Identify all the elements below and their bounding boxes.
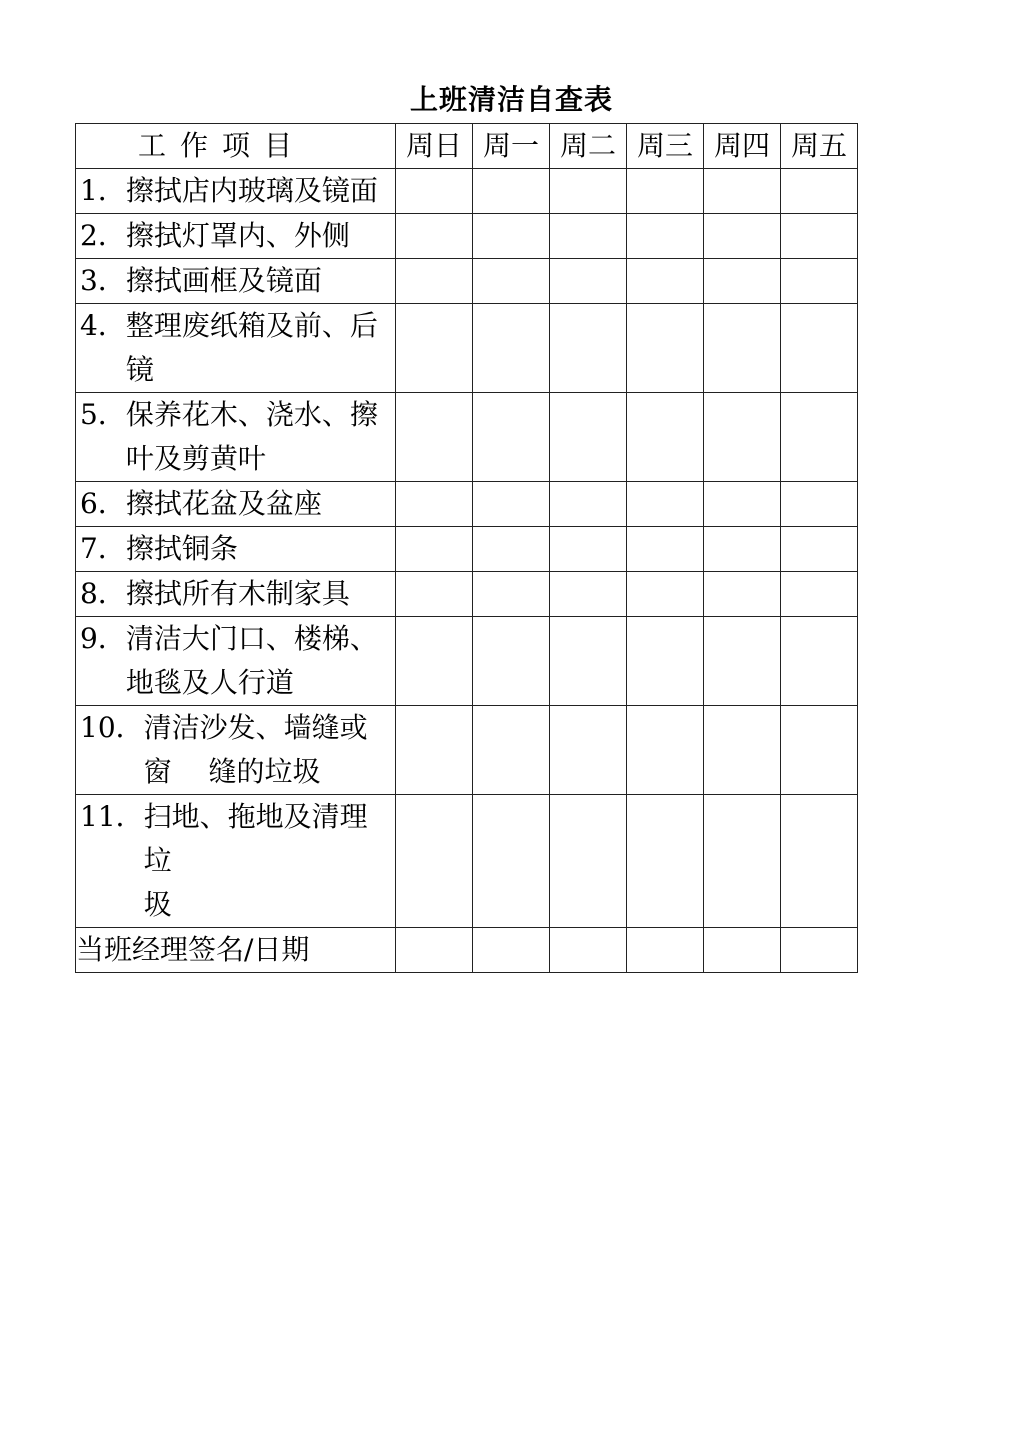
task-cell [76,482,396,527]
check-cell [704,169,781,214]
check-cell [704,572,781,617]
table-row [76,259,858,304]
task-number: 2． [80,219,126,252]
check-cell [396,304,473,393]
task-item [76,393,395,481]
check-cell [473,706,550,795]
task-cell [76,617,396,706]
task-number: 5． [80,398,126,431]
check-cell [396,572,473,617]
task-cell [76,527,396,572]
check-cell [396,482,473,527]
page-title: 上班清洁自查表 [409,83,613,116]
check-cell [781,393,858,482]
check-cell [473,795,550,928]
check-cell [473,617,550,706]
task-item [76,617,395,705]
check-cell [396,617,473,706]
check-cell [550,795,627,928]
check-cell [781,527,858,572]
check-cell [550,482,627,527]
check-cell [473,393,550,482]
task-item [76,259,395,303]
task-cell [76,795,396,928]
task-text: 擦拭灯罩内、外侧 [125,219,350,252]
table-row [76,795,858,928]
task-cell [76,393,396,482]
task-number: 3． [80,264,126,297]
check-cell [550,304,627,393]
signature-cell [781,928,858,973]
check-cell [550,393,627,482]
check-cell [627,214,704,259]
table-row [76,527,858,572]
task-text: 扫地、拖地及清理 垃 圾 [143,800,368,921]
check-cell [781,304,858,393]
task-number: 7． [80,532,126,565]
check-cell [550,169,627,214]
signature-row [76,928,858,973]
day-header-wed: 周三 [627,124,704,169]
check-cell [627,304,704,393]
table-row [76,393,858,482]
day-header-mon: 周一 [473,124,550,169]
check-cell [550,259,627,304]
task-number: 11． [80,800,144,833]
check-cell [781,214,858,259]
check-cell [704,795,781,928]
check-cell [781,617,858,706]
check-cell [781,706,858,795]
task-item [76,572,395,616]
check-cell [473,214,550,259]
check-cell [550,706,627,795]
check-cell [396,169,473,214]
task-text: 擦拭铜条 [125,532,238,565]
task-cell [76,259,396,304]
task-column-header: 工作项目 [76,124,396,169]
check-cell [781,572,858,617]
check-cell [627,706,704,795]
task-number: 10． [80,711,144,744]
signature-cell [550,928,627,973]
table-row [76,214,858,259]
check-cell [550,527,627,572]
check-cell [473,259,550,304]
check-cell [396,393,473,482]
check-cell [704,527,781,572]
signature-cell [704,928,781,973]
check-cell [396,527,473,572]
task-number: 8． [80,577,126,610]
task-cell [76,304,396,393]
check-cell [473,304,550,393]
check-cell [627,259,704,304]
task-item [76,304,395,392]
check-cell [704,393,781,482]
day-header-fri: 周五 [781,124,858,169]
check-cell [781,169,858,214]
day-header-thu: 周四 [704,124,781,169]
task-item [76,214,395,258]
check-cell [627,169,704,214]
task-item [76,706,395,794]
task-item [76,169,395,213]
table-row [76,617,858,706]
check-cell [473,527,550,572]
check-cell [627,572,704,617]
check-cell [627,393,704,482]
check-cell [627,482,704,527]
task-cell [76,572,396,617]
task-number: 9． [80,622,126,655]
task-number: 6． [80,487,126,520]
check-cell [396,706,473,795]
task-text: 擦拭店内玻璃及镜面 [125,174,378,207]
check-cell [396,214,473,259]
table-row [76,482,858,527]
check-cell [781,259,858,304]
check-cell [473,169,550,214]
task-text: 清洁沙发、墙缝或 窗 缝的垃圾 [143,711,368,788]
check-cell [473,482,550,527]
check-cell [704,304,781,393]
cleaning-checklist-table [75,123,858,973]
task-text: 擦拭花盆及盆座 [125,487,322,520]
check-cell [396,795,473,928]
table-row [76,304,858,393]
check-cell [704,482,781,527]
day-header-sun: 周日 [396,124,473,169]
check-cell [473,572,550,617]
check-cell [704,706,781,795]
check-cell [781,482,858,527]
check-cell [550,617,627,706]
task-cell [76,169,396,214]
task-number: 1． [80,174,126,207]
task-text: 保养花木、浇水、擦 叶及剪黄叶 [125,398,378,475]
task-item [76,527,395,571]
table-row [76,169,858,214]
task-number: 4． [80,309,126,342]
signature-label: 当班经理签名/日期 [76,928,396,973]
check-cell [627,527,704,572]
signature-cell [396,928,473,973]
task-cell [76,214,396,259]
check-cell [627,795,704,928]
check-cell [704,259,781,304]
table-row [76,706,858,795]
task-text: 清洁大门口、楼梯、 地毯及人行道 [125,622,378,699]
header-row [76,124,858,169]
check-cell [550,214,627,259]
check-cell [396,259,473,304]
task-text: 擦拭所有木制家具 [125,577,350,610]
task-item [76,482,395,526]
check-cell [704,617,781,706]
signature-cell [473,928,550,973]
task-item [76,795,395,927]
check-cell [627,617,704,706]
signature-cell [627,928,704,973]
check-cell [704,214,781,259]
task-text: 整理废纸箱及前、后 镜 [125,309,378,386]
check-cell [781,795,858,928]
check-cell [550,572,627,617]
task-text: 擦拭画框及镜面 [125,264,322,297]
day-header-tue: 周二 [550,124,627,169]
task-cell [76,706,396,795]
table-row [76,572,858,617]
